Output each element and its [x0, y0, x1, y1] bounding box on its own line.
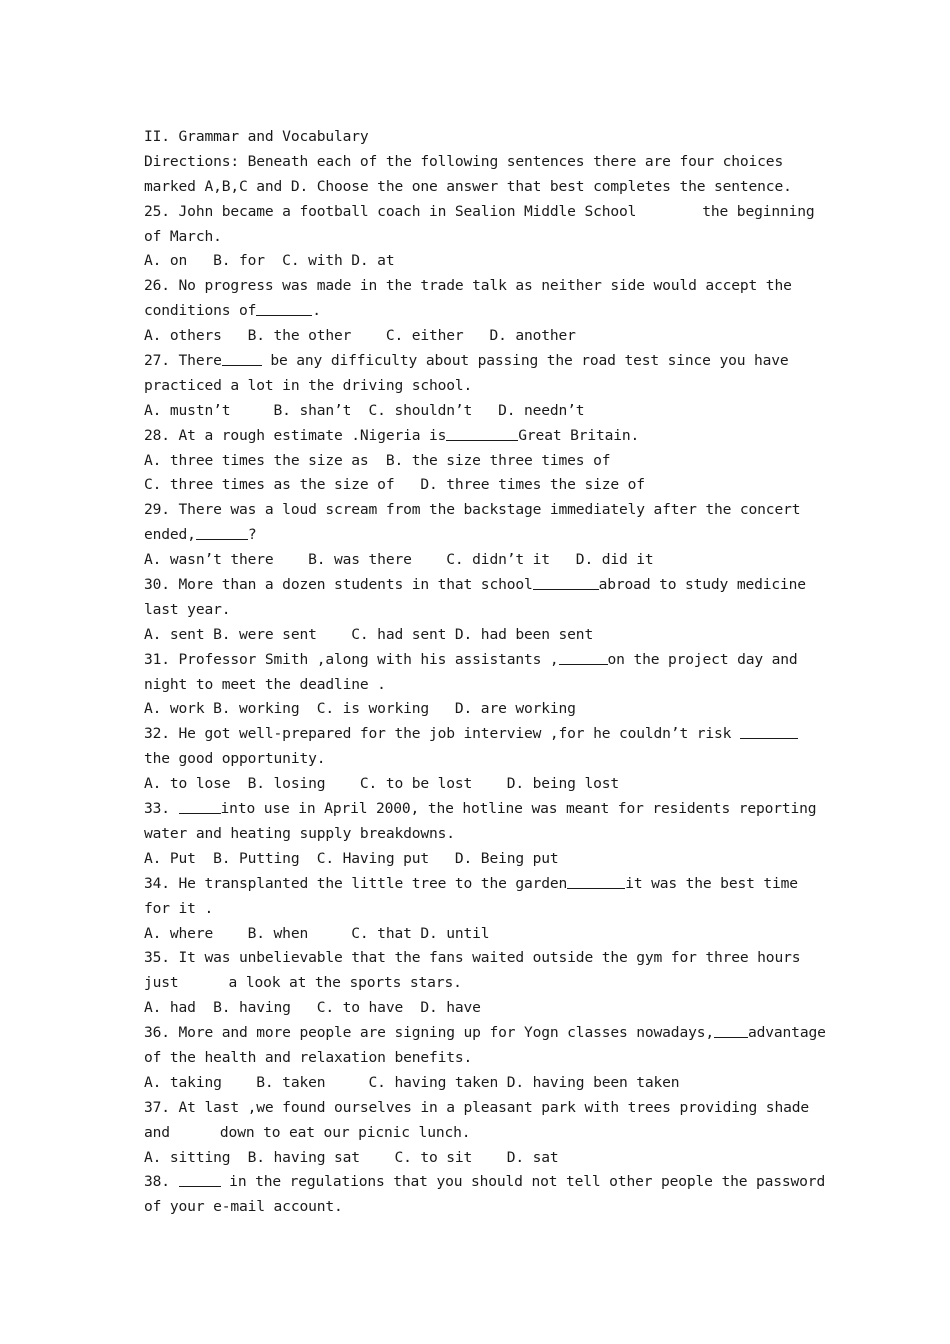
question-26-stem: 26. No progress was made in the trade talk as neither side would accept the [144, 277, 792, 295]
question-34-stem: 34. He transplanted the little tree to the garden it was the best time [144, 874, 798, 892]
question-30-stem-cont: last year. [144, 600, 231, 618]
question-28-stem: 28. At a rough estimate .Nigeria is Great Britain. [144, 426, 640, 444]
question-27-options: A. mustn’t B. shan’t C. shouldn’t D. needn’t [144, 401, 585, 419]
question-37-stem-cont: and down to eat our picnic lunch. [144, 1123, 471, 1141]
question-33-stem-cont: water and heating supply breakdowns. [144, 824, 455, 842]
question-33-stem: 33. into use in April 2000, the hotline was meant for residents reporting [144, 800, 817, 818]
question-25-options: A. on B. for C. with D. at [144, 252, 395, 270]
question-36-options: A. taking B. taken C. having taken D. having been taken [144, 1073, 680, 1091]
question-32-stem-cont: the good opportunity. [144, 750, 326, 768]
question-30-stem: 30. More than a dozen students in that school abroad to study medicine [144, 576, 806, 594]
question-32-stem: 32. He got well-prepared for the job interview ,for he couldn’t risk [144, 722, 824, 747]
question-31-stem: 31. Professor Smith ,along with his assistants , on the project day and [144, 650, 798, 668]
question-25-stem-cont: of March. [144, 227, 222, 245]
question-25-stem: 25. John became a football coach in Sealion Middle School the beginning [144, 202, 815, 220]
directions-line-2: marked A,B,C and D. Choose the one answer that best completes the sentence. [144, 177, 792, 195]
question-29-options: A. wasn’t there B. was there C. didn’t it D. did it [144, 551, 654, 569]
question-31-options: A. work B. working C. is working D. are working [144, 700, 576, 718]
question-35-stem-cont: just a look at the sports stars. [144, 974, 462, 992]
question-37-stem: 37. At last ,we found ourselves in a pleasant park with trees providing shade [144, 1098, 809, 1116]
question-37-options: A. sitting B. having sat C. to sit D. sat [144, 1148, 559, 1166]
question-36-stem: 36. More and more people are signing up for Yogn classes nowadays, advantage [144, 1024, 826, 1042]
section-title: II. Grammar and Vocabulary [144, 128, 369, 145]
question-27-stem: 27. There be any difficulty about passing the road test since you have [144, 352, 789, 370]
question-34-stem-cont: for it . [144, 899, 214, 917]
question-31-stem-cont: night to meet the deadline . [144, 675, 386, 693]
question-27-stem-cont: practiced a lot in the driving school. [144, 376, 473, 394]
question-38-stem: 38. in the regulations that you should not tell other people the password [144, 1173, 826, 1191]
question-35-options: A. had B. having C. to have D. have [144, 999, 481, 1017]
document-page [144, 125, 824, 1220]
question-26-options: A. others B. the other C. either D. another [144, 327, 576, 345]
question-28-options-1: A. three times the size as B. the size three times of [144, 451, 611, 469]
question-33-options: A. Put B. Putting C. Having put D. Being put [144, 849, 559, 867]
question-38-stem-cont: of your e-mail account. [144, 1198, 343, 1216]
question-34-options: A. where B. when C. that D. until [144, 924, 490, 942]
question-36-stem-cont: of the health and relaxation benefits. [144, 1048, 473, 1066]
question-32-options: A. to lose B. losing C. to be lost D. being lost [144, 775, 619, 793]
question-29-stem-cont: ended, ? [144, 526, 257, 544]
question-35-stem: 35. It was unbelievable that the fans waited outside the gym for three hours [144, 949, 801, 967]
question-26-stem-cont: conditions of . [144, 302, 321, 320]
directions-line-1: Directions: Beneath each of the following sentences there are four choices [144, 152, 784, 170]
question-30-options: A. sent B. were sent C. had sent D. had been sent [144, 625, 594, 643]
question-28-options-2: C. three times as the size of D. three times the size of [144, 476, 645, 494]
question-29-stem: 29. There was a loud scream from the backstage immediately after the concert [144, 501, 801, 519]
